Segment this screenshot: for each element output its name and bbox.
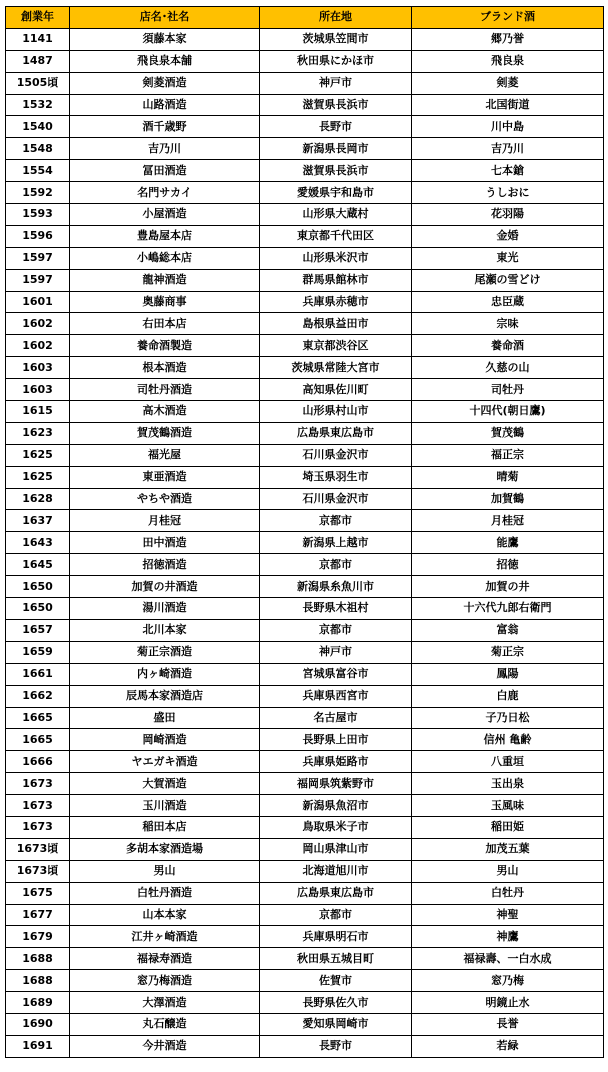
- cell-store-company-name: 月桂冠: [70, 510, 260, 532]
- cell-store-company-name: 吉乃川: [70, 138, 260, 160]
- cell-founded-year: 1679: [6, 926, 70, 948]
- cell-location: 京都市: [260, 554, 412, 576]
- table-row: [6, 247, 604, 269]
- cell-founded-year: 1662: [6, 685, 70, 707]
- cell-brand-sake: 能鷹: [412, 532, 604, 554]
- cell-store-company-name: 大澤酒造: [70, 992, 260, 1014]
- cell-brand-sake: 賀茂鶴: [412, 422, 604, 444]
- cell-store-company-name: 福禄寿酒造: [70, 948, 260, 970]
- table-row: [6, 554, 604, 576]
- cell-brand-sake: 鳳陽: [412, 663, 604, 685]
- cell-founded-year: 1637: [6, 510, 70, 532]
- cell-founded-year: 1677: [6, 904, 70, 926]
- cell-founded-year: 1625: [6, 444, 70, 466]
- cell-brand-sake: 福正宗: [412, 444, 604, 466]
- cell-brand-sake: 花羽陽: [412, 204, 604, 226]
- cell-store-company-name: 右田本店: [70, 313, 260, 335]
- cell-location: 兵庫県赤穂市: [260, 291, 412, 313]
- cell-founded-year: 1688: [6, 970, 70, 992]
- header-brand-sake: ブランド酒: [412, 7, 604, 29]
- cell-store-company-name: 多胡本家酒造場: [70, 838, 260, 860]
- cell-location: 石川県金沢市: [260, 444, 412, 466]
- cell-founded-year: 1673: [6, 795, 70, 817]
- cell-founded-year: 1673: [6, 773, 70, 795]
- table-row: [6, 138, 604, 160]
- cell-founded-year: 1689: [6, 992, 70, 1014]
- table-row: [6, 225, 604, 247]
- cell-location: 秋田県五城目町: [260, 948, 412, 970]
- cell-store-company-name: 稲田本店: [70, 816, 260, 838]
- table-row: [6, 926, 604, 948]
- cell-location: 兵庫県明石市: [260, 926, 412, 948]
- cell-founded-year: 1603: [6, 357, 70, 379]
- cell-store-company-name: 根本酒造: [70, 357, 260, 379]
- cell-location: 秋田県にかほ市: [260, 50, 412, 72]
- table-row: [6, 422, 604, 444]
- cell-location: 北海道旭川市: [260, 860, 412, 882]
- cell-brand-sake: 郷乃誉: [412, 28, 604, 50]
- cell-brand-sake: 玉出泉: [412, 773, 604, 795]
- cell-founded-year: 1673頃: [6, 838, 70, 860]
- cell-brand-sake: 神鷹: [412, 926, 604, 948]
- cell-location: 茨城県笠間市: [260, 28, 412, 50]
- cell-founded-year: 1602: [6, 335, 70, 357]
- cell-brand-sake: 玉風味: [412, 795, 604, 817]
- cell-brand-sake: 福禄壽、一白水成: [412, 948, 604, 970]
- cell-brand-sake: 加賀鶴: [412, 488, 604, 510]
- cell-brand-sake: 七本鎗: [412, 160, 604, 182]
- table-row: [6, 94, 604, 116]
- cell-store-company-name: 剣菱酒造: [70, 72, 260, 94]
- cell-store-company-name: 名門サカイ: [70, 182, 260, 204]
- table-row: [6, 795, 604, 817]
- cell-founded-year: 1665: [6, 707, 70, 729]
- table-row: [6, 576, 604, 598]
- cell-store-company-name: 江井ヶ崎酒造: [70, 926, 260, 948]
- cell-location: 東京都千代田区: [260, 225, 412, 247]
- cell-brand-sake: 北国街道: [412, 94, 604, 116]
- cell-location: 京都市: [260, 904, 412, 926]
- cell-founded-year: 1666: [6, 751, 70, 773]
- cell-founded-year: 1661: [6, 663, 70, 685]
- cell-location: 長野県上田市: [260, 729, 412, 751]
- cell-brand-sake: 司牡丹: [412, 379, 604, 401]
- table-row: [6, 773, 604, 795]
- cell-founded-year: 1597: [6, 269, 70, 291]
- cell-store-company-name: 高木酒造: [70, 401, 260, 423]
- cell-location: 兵庫県西宮市: [260, 685, 412, 707]
- table-row: [6, 729, 604, 751]
- table-row: [6, 838, 604, 860]
- table-row: [6, 401, 604, 423]
- cell-store-company-name: 龍神酒造: [70, 269, 260, 291]
- table-body: [6, 28, 604, 1057]
- cell-location: 滋賀県長浜市: [260, 94, 412, 116]
- cell-brand-sake: 稲田姫: [412, 816, 604, 838]
- cell-founded-year: 1540: [6, 116, 70, 138]
- table-row: [6, 116, 604, 138]
- cell-store-company-name: 窓乃梅酒造: [70, 970, 260, 992]
- cell-brand-sake: 十四代(朝日鷹): [412, 401, 604, 423]
- table-row: [6, 532, 604, 554]
- cell-store-company-name: 山本本家: [70, 904, 260, 926]
- cell-founded-year: 1673: [6, 816, 70, 838]
- cell-store-company-name: 豊島屋本店: [70, 225, 260, 247]
- cell-location: 鳥取県米子市: [260, 816, 412, 838]
- table-row: [6, 488, 604, 510]
- cell-brand-sake: 養命酒: [412, 335, 604, 357]
- cell-store-company-name: 丸石醸造: [70, 1013, 260, 1035]
- table-row: [6, 28, 604, 50]
- cell-store-company-name: 奥藤商事: [70, 291, 260, 313]
- table-row: [6, 598, 604, 620]
- table-row: [6, 882, 604, 904]
- cell-brand-sake: 菊正宗: [412, 641, 604, 663]
- table-row: [6, 685, 604, 707]
- cell-store-company-name: 司牡丹酒造: [70, 379, 260, 401]
- cell-store-company-name: 招徳酒造: [70, 554, 260, 576]
- table-row: [6, 948, 604, 970]
- cell-founded-year: 1532: [6, 94, 70, 116]
- cell-location: 新潟県魚沼市: [260, 795, 412, 817]
- cell-location: 神戸市: [260, 72, 412, 94]
- cell-founded-year: 1548: [6, 138, 70, 160]
- cell-founded-year: 1554: [6, 160, 70, 182]
- cell-brand-sake: 窓乃梅: [412, 970, 604, 992]
- cell-store-company-name: 飛良泉本舗: [70, 50, 260, 72]
- cell-store-company-name: 山路酒造: [70, 94, 260, 116]
- table-row: [6, 816, 604, 838]
- cell-founded-year: 1628: [6, 488, 70, 510]
- cell-founded-year: 1505頃: [6, 72, 70, 94]
- cell-founded-year: 1675: [6, 882, 70, 904]
- cell-brand-sake: 飛良泉: [412, 50, 604, 72]
- cell-location: 山形県米沢市: [260, 247, 412, 269]
- table-row: [6, 204, 604, 226]
- cell-founded-year: 1643: [6, 532, 70, 554]
- cell-location: 長野県木祖村: [260, 598, 412, 620]
- cell-location: 広島県東広島市: [260, 422, 412, 444]
- cell-location: 高知県佐川町: [260, 379, 412, 401]
- cell-founded-year: 1690: [6, 1013, 70, 1035]
- cell-founded-year: 1487: [6, 50, 70, 72]
- cell-founded-year: 1623: [6, 422, 70, 444]
- cell-brand-sake: 尾瀬の雪どけ: [412, 269, 604, 291]
- table-row: [6, 182, 604, 204]
- cell-brand-sake: 富翁: [412, 619, 604, 641]
- cell-brand-sake: 宗味: [412, 313, 604, 335]
- cell-founded-year: 1597: [6, 247, 70, 269]
- cell-store-company-name: 小嶋総本店: [70, 247, 260, 269]
- cell-brand-sake: 月桂冠: [412, 510, 604, 532]
- sake-brewery-table: [5, 6, 604, 1058]
- cell-location: 愛媛県宇和島市: [260, 182, 412, 204]
- cell-founded-year: 1665: [6, 729, 70, 751]
- cell-brand-sake: 子乃日松: [412, 707, 604, 729]
- cell-store-company-name: 今井酒造: [70, 1035, 260, 1057]
- cell-location: 佐賀市: [260, 970, 412, 992]
- header-founded-year: 創業年: [6, 7, 70, 29]
- table-row: [6, 641, 604, 663]
- cell-brand-sake: 十六代九郎右衛門: [412, 598, 604, 620]
- table-row: [6, 970, 604, 992]
- table-row: [6, 510, 604, 532]
- cell-store-company-name: 酒千歳野: [70, 116, 260, 138]
- cell-store-company-name: 男山: [70, 860, 260, 882]
- cell-location: 石川県金沢市: [260, 488, 412, 510]
- cell-store-company-name: 須藤本家: [70, 28, 260, 50]
- cell-location: 京都市: [260, 510, 412, 532]
- table-row: [6, 160, 604, 182]
- cell-founded-year: 1625: [6, 466, 70, 488]
- cell-store-company-name: 北川本家: [70, 619, 260, 641]
- cell-location: 茨城県常陸大宮市: [260, 357, 412, 379]
- cell-brand-sake: 加賀の井: [412, 576, 604, 598]
- cell-store-company-name: 冨田酒造: [70, 160, 260, 182]
- cell-brand-sake: 若緑: [412, 1035, 604, 1057]
- cell-founded-year: 1650: [6, 598, 70, 620]
- table-row: [6, 291, 604, 313]
- table-row: [6, 335, 604, 357]
- cell-brand-sake: 神聖: [412, 904, 604, 926]
- cell-location: 新潟県長岡市: [260, 138, 412, 160]
- cell-location: 山形県大蔵村: [260, 204, 412, 226]
- cell-brand-sake: 八重垣: [412, 751, 604, 773]
- cell-brand-sake: 吉乃川: [412, 138, 604, 160]
- cell-founded-year: 1688: [6, 948, 70, 970]
- cell-founded-year: 1691: [6, 1035, 70, 1057]
- cell-founded-year: 1592: [6, 182, 70, 204]
- cell-brand-sake: 晴菊: [412, 466, 604, 488]
- cell-store-company-name: 小屋酒造: [70, 204, 260, 226]
- cell-store-company-name: 盛田: [70, 707, 260, 729]
- cell-brand-sake: 剣菱: [412, 72, 604, 94]
- cell-founded-year: 1593: [6, 204, 70, 226]
- cell-brand-sake: 金婚: [412, 225, 604, 247]
- cell-brand-sake: 信州 亀齢: [412, 729, 604, 751]
- cell-founded-year: 1141: [6, 28, 70, 50]
- cell-brand-sake: 白鹿: [412, 685, 604, 707]
- cell-store-company-name: 賀茂鶴酒造: [70, 422, 260, 444]
- cell-brand-sake: 川中島: [412, 116, 604, 138]
- cell-brand-sake: 男山: [412, 860, 604, 882]
- cell-founded-year: 1601: [6, 291, 70, 313]
- table-row: [6, 357, 604, 379]
- cell-location: 新潟県糸魚川市: [260, 576, 412, 598]
- cell-founded-year: 1615: [6, 401, 70, 423]
- cell-location: 愛知県岡崎市: [260, 1013, 412, 1035]
- cell-founded-year: 1659: [6, 641, 70, 663]
- cell-location: 島根県益田市: [260, 313, 412, 335]
- cell-store-company-name: やちや酒造: [70, 488, 260, 510]
- cell-founded-year: 1673頃: [6, 860, 70, 882]
- cell-location: 山形県村山市: [260, 401, 412, 423]
- cell-store-company-name: 玉川酒造: [70, 795, 260, 817]
- table-row: [6, 1013, 604, 1035]
- cell-store-company-name: 加賀の井酒造: [70, 576, 260, 598]
- header-store-company-name: 店名･社名: [70, 7, 260, 29]
- cell-location: 東京都渋谷区: [260, 335, 412, 357]
- cell-location: 兵庫県姫路市: [260, 751, 412, 773]
- cell-location: 名古屋市: [260, 707, 412, 729]
- cell-brand-sake: 明鏡止水: [412, 992, 604, 1014]
- cell-brand-sake: 東光: [412, 247, 604, 269]
- cell-location: 宮城県富谷市: [260, 663, 412, 685]
- table-row: [6, 269, 604, 291]
- cell-store-company-name: ヤエガキ酒造: [70, 751, 260, 773]
- cell-location: 長野市: [260, 116, 412, 138]
- table-row: [6, 444, 604, 466]
- cell-brand-sake: 加茂五葉: [412, 838, 604, 860]
- cell-founded-year: 1596: [6, 225, 70, 247]
- header-row: [6, 7, 604, 29]
- cell-location: 京都市: [260, 619, 412, 641]
- cell-location: 岡山県津山市: [260, 838, 412, 860]
- cell-store-company-name: 養命酒製造: [70, 335, 260, 357]
- cell-store-company-name: 菊正宗酒造: [70, 641, 260, 663]
- cell-store-company-name: 福光屋: [70, 444, 260, 466]
- cell-store-company-name: 辰馬本家酒造店: [70, 685, 260, 707]
- cell-location: 福岡県筑紫野市: [260, 773, 412, 795]
- cell-founded-year: 1602: [6, 313, 70, 335]
- cell-store-company-name: 内ヶ崎酒造: [70, 663, 260, 685]
- cell-store-company-name: 白牡丹酒造: [70, 882, 260, 904]
- cell-brand-sake: うしおに: [412, 182, 604, 204]
- cell-founded-year: 1657: [6, 619, 70, 641]
- cell-location: 埼玉県羽生市: [260, 466, 412, 488]
- cell-location: 広島県東広島市: [260, 882, 412, 904]
- cell-location: 新潟県上越市: [260, 532, 412, 554]
- cell-founded-year: 1603: [6, 379, 70, 401]
- cell-brand-sake: 白牡丹: [412, 882, 604, 904]
- cell-founded-year: 1645: [6, 554, 70, 576]
- table-row: [6, 466, 604, 488]
- cell-brand-sake: 忠臣蔵: [412, 291, 604, 313]
- table-row: [6, 663, 604, 685]
- table-row: [6, 707, 604, 729]
- cell-store-company-name: 湯川酒造: [70, 598, 260, 620]
- table-row: [6, 904, 604, 926]
- cell-founded-year: 1650: [6, 576, 70, 598]
- cell-brand-sake: 長誉: [412, 1013, 604, 1035]
- table-row: [6, 50, 604, 72]
- table-row: [6, 619, 604, 641]
- table-row: [6, 751, 604, 773]
- cell-store-company-name: 東亜酒造: [70, 466, 260, 488]
- cell-location: 群馬県館林市: [260, 269, 412, 291]
- cell-location: 滋賀県長浜市: [260, 160, 412, 182]
- cell-store-company-name: 岡崎酒造: [70, 729, 260, 751]
- cell-store-company-name: 大賀酒造: [70, 773, 260, 795]
- cell-location: 神戸市: [260, 641, 412, 663]
- table-row: [6, 992, 604, 1014]
- table-row: [6, 1035, 604, 1057]
- cell-location: 長野市: [260, 1035, 412, 1057]
- table-row: [6, 313, 604, 335]
- table-row: [6, 72, 604, 94]
- cell-brand-sake: 久慈の山: [412, 357, 604, 379]
- header-location: 所在地: [260, 7, 412, 29]
- table-row: [6, 860, 604, 882]
- cell-store-company-name: 田中酒造: [70, 532, 260, 554]
- cell-brand-sake: 招徳: [412, 554, 604, 576]
- table-row: [6, 379, 604, 401]
- cell-location: 長野県佐久市: [260, 992, 412, 1014]
